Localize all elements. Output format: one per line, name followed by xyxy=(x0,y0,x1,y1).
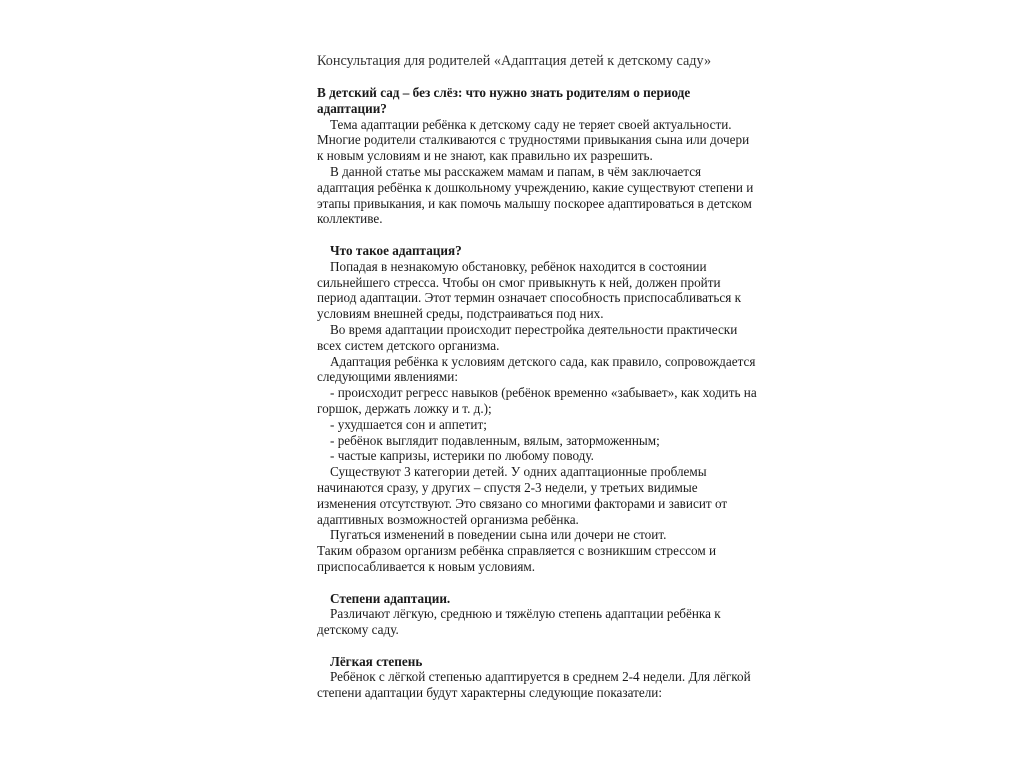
intro-paragraph: В данной статье мы расскажем мамам и папам, в чём заключается адаптация ребёнка к дошкольному учреждению, какие существуют степени и этапы привыкания, и как помочь малышу поскорее адаптироваться в детском коллективе. xyxy=(317,163,754,227)
section-spacer xyxy=(317,638,757,654)
list-item: - ребёнок выглядит подавленным, вялым, заторможенным; xyxy=(330,432,660,448)
body-paragraph: Попадая в незнакомую обстановку, ребёнок находится в состоянии сильнейшего стресса. Чтобы он смог привыкнуть к ней, должен пройти период адаптации. Этот термин означает способность приспосабливаться к условиям внешней среды, подстраиваться под них. xyxy=(317,258,742,322)
body-paragraph: Таким образом организм ребёнка справляется с возникшим стрессом и приспосабливается к новым условиям. xyxy=(317,543,717,574)
intro-paragraph: Тема адаптации ребёнка к детскому саду не теряет своей актуальности. Многие родители сталкиваются с трудностями привыкания сына или дочери к новым условиям и не знают, как правильно их разрешить. xyxy=(317,116,750,164)
list-item: - происходит регресс навыков (ребёнок временно «забывает», как ходить на горшок, держать ложку и т. д.); xyxy=(317,385,757,416)
body-paragraph: Различают лёгкую, среднюю и тяжёлую степень адаптации ребёнка к детскому саду. xyxy=(317,606,721,638)
intro-heading: В детский сад – без слёз: что нужно знать родителям о периоде адаптации? xyxy=(317,85,691,116)
section-spacer xyxy=(317,227,757,243)
list-item: - ухудшается сон и аппетит; xyxy=(330,416,487,432)
section-heading-what-is-adaptation: Что такое адаптация? xyxy=(330,242,462,258)
section-spacer xyxy=(317,575,757,591)
body-paragraph: Пугаться изменений в поведении сына или дочери не стоит. xyxy=(330,527,667,543)
body-paragraph: Ребёнок с лёгкой степенью адаптируется в среднем 2-4 недели. Для лёгкой степени адаптации будут характерны следующие показатели: xyxy=(317,669,751,701)
body-paragraph: Существуют 3 категории детей. У одних адаптационные проблемы начинаются сразу, у других – спустя 2-3 недели, у третьих видимые изменения отсутствуют. Это связано со многими факторами и зависит от адаптивных возможностей организма ребёнка. xyxy=(317,464,728,527)
list-item: - частые капризы, истерики по любому поводу. xyxy=(330,448,594,464)
document-page xyxy=(317,52,757,701)
section-heading-degrees: Степени адаптации. xyxy=(330,590,451,606)
section-heading-easy-degree: Лёгкая степень xyxy=(330,653,423,669)
document-title: Консультация для родителей «Адаптация детей к детскому саду» xyxy=(317,53,712,69)
body-paragraph: Во время адаптации происходит перестройка деятельности практически всех систем детского организма. xyxy=(317,321,738,353)
body-paragraph: Адаптация ребёнка к условиям детского сада, как правило, сопровождается следующими явлениями: xyxy=(317,353,756,385)
